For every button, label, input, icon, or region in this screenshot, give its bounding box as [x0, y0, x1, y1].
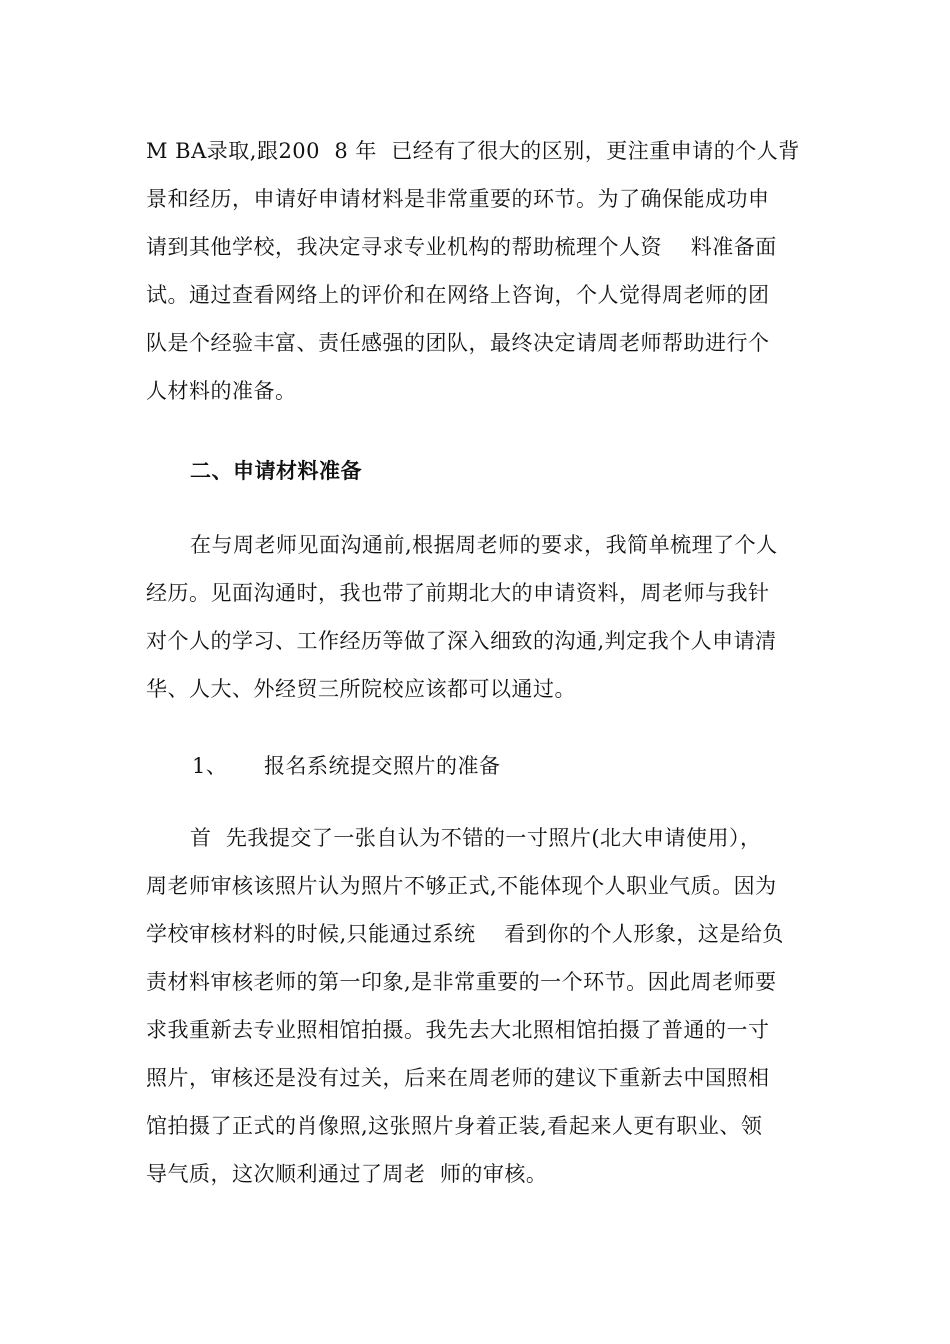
paragraph-line: 馆拍摄了正式的肖像照,这张照片身着正装,看起来人更有职业、领: [146, 1114, 763, 1138]
paragraph-line: 景和经历，申请好申请材料是非常重要的环节。为了确保能成功申: [146, 187, 770, 211]
paragraph-line: 队是个经验丰富、责任感强的团队，最终决定请周老师帮助进行个: [146, 331, 770, 355]
section-heading: 二、申请材料准备: [190, 459, 362, 483]
paragraph-line: 请到其他学校，我决定寻求专业机构的帮助梳理个人资 料准备面: [146, 235, 777, 259]
paragraph-line: 在与周老师见面沟通前,根据周老师的要求，我简单梳理了个人: [190, 533, 778, 557]
paragraph-line: 华、人大、外经贸三所院校应该都可以通过。: [146, 677, 576, 701]
paragraph-line: 责材料审核老师的第一印象,是非常重要的一个环节。因此周老师要: [146, 970, 777, 994]
subheading-text: 报名系统提交照片的准备: [264, 754, 501, 778]
paragraph-line: 周老师审核该照片认为照片不够正式,不能体现个人职业气质。因为: [146, 874, 777, 898]
paragraph-line: 首 先我提交了一张自认为不错的一寸照片(北大申请使用），: [190, 826, 762, 850]
paragraph-line: 对个人的学习、工作经历等做了深入细致的沟通,判定我个人申请清: [146, 629, 777, 653]
subheading-number: 1、: [192, 754, 228, 778]
paragraph-line: 照片，审核还是没有过关，后来在周老师的建议下重新去中国照相: [146, 1066, 770, 1090]
paragraph-line: M BA录取,跟200 8 年 已经有了很大的区别，更注重申请的个人背: [146, 139, 800, 163]
paragraph-line: 经历。见面沟通时，我也带了前期北大的申请资料，周老师与我针: [146, 581, 770, 605]
paragraph-line: 求我重新去专业照相馆拍摄。我先去大北照相馆拍摄了普通的一寸: [146, 1018, 770, 1042]
paragraph-line: 导气质，这次顺利通过了周老 师的审核。: [146, 1162, 548, 1186]
paragraph-line: 人材料的准备。: [146, 379, 297, 403]
paragraph-line: 试。通过查看网络上的评价和在网络上咨询，个人觉得周老师的团: [146, 283, 770, 307]
paragraph-line: 学校审核材料的时候,只能通过系统 看到你的个人形象，这是给负: [146, 922, 784, 946]
